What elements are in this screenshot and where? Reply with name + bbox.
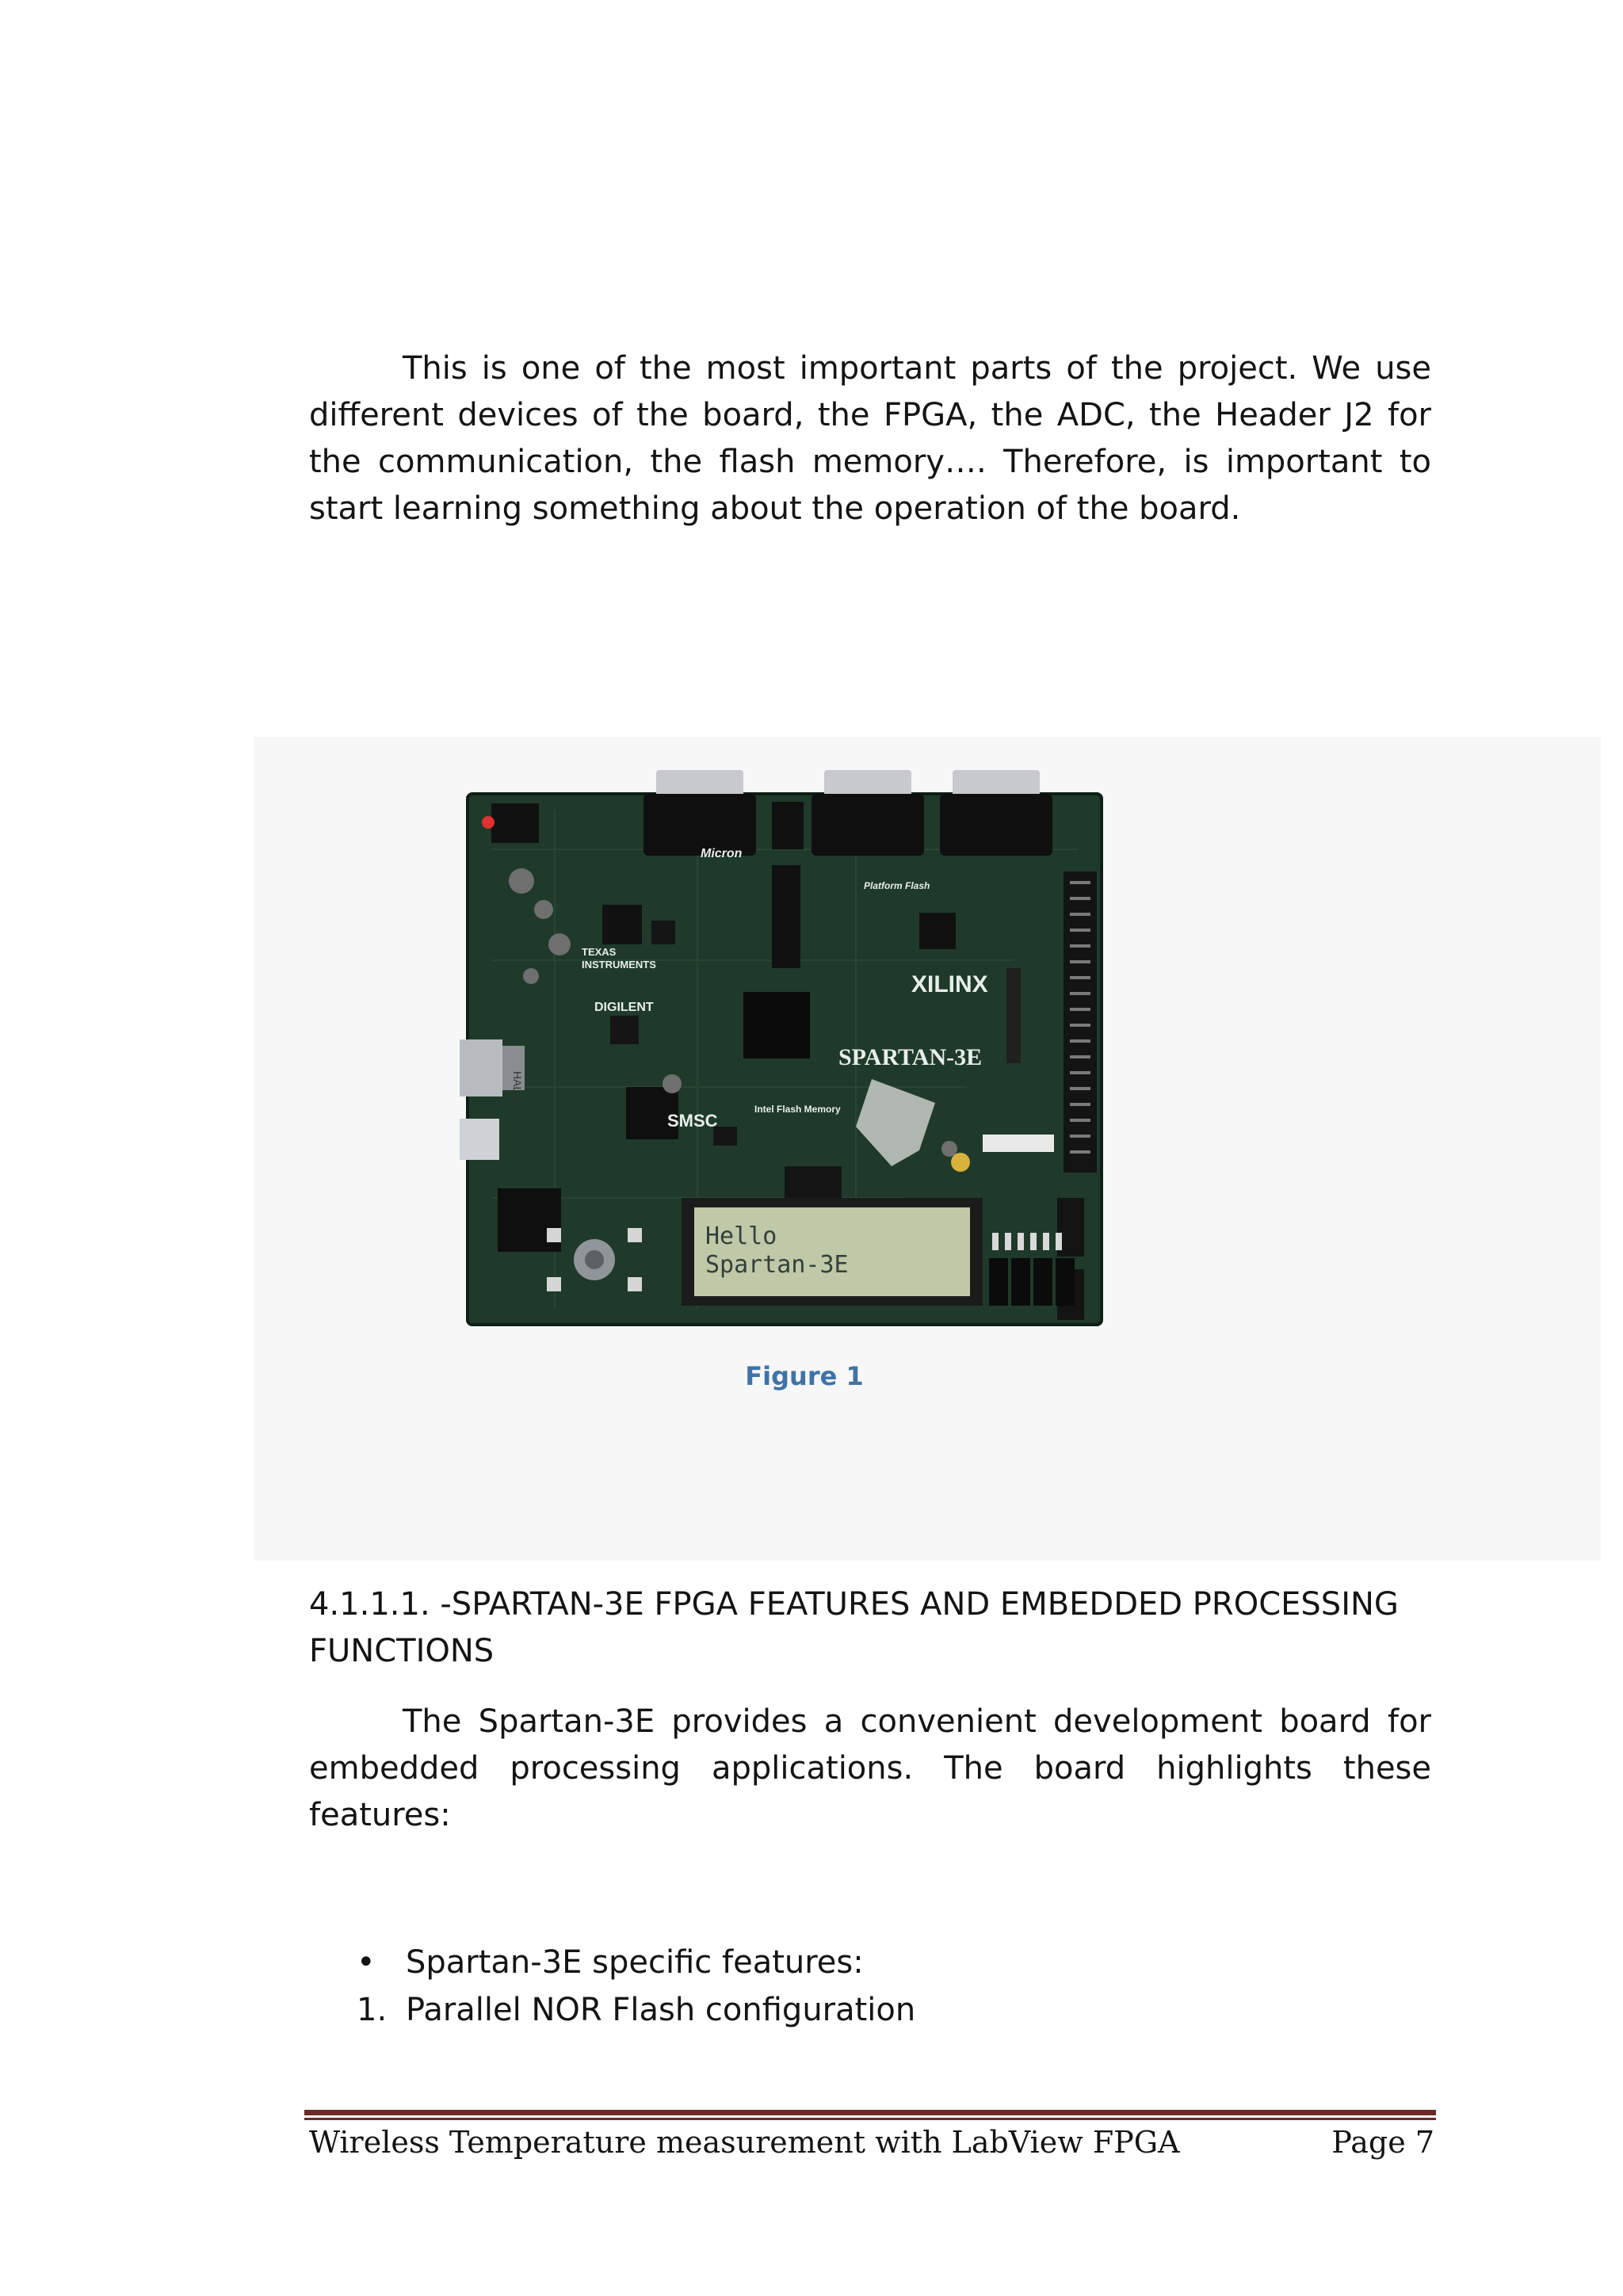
svg-text:INSTRUMENTS: INSTRUMENTS	[582, 959, 656, 971]
ethernet-port	[460, 1039, 502, 1097]
micron-chip	[772, 865, 800, 968]
intel-flash-chip	[785, 1166, 842, 1201]
figure	[460, 754, 1109, 1333]
svg-text:Hello: Hello	[705, 1222, 777, 1250]
page-number: Page 7	[1331, 2125, 1434, 2160]
list-item	[357, 1987, 915, 2033]
svg-text:HALO: HALO	[511, 1071, 524, 1102]
footer-title: Wireless Temperature measurement with LabView FPGA	[309, 2125, 1180, 2160]
bullet-marker: •	[357, 1944, 376, 1981]
intro-paragraph: This is one of the most important parts of the project. We use different devices of the board, the FPGA, the ADC, the Header J2 for the communication, the flash memory…. Therefore, is important to start learning something about the operation of the board.	[309, 350, 1431, 527]
svg-text:Intel Flash Memory: Intel Flash Memory	[754, 1104, 841, 1115]
fpga-chip	[743, 992, 810, 1058]
svg-text:TEXAS: TEXAS	[582, 946, 617, 958]
list-item-text: Parallel NOR Flash configuration	[406, 1992, 916, 2028]
footer-rule	[304, 2110, 1436, 2115]
expansion-header	[1064, 871, 1097, 1173]
usb-port	[460, 1119, 499, 1160]
lcd-display	[682, 1198, 983, 1306]
serial-connectors	[643, 770, 1052, 856]
svg-text:Micron: Micron	[701, 847, 743, 860]
features-paragraph: The Spartan-3E provides a convenient development board for embedded processing applications. The board highlights these features:	[309, 1703, 1431, 1833]
power-led	[482, 816, 495, 829]
svg-text:Platform Flash: Platform Flash	[864, 880, 930, 891]
footer-rule-thin	[304, 2118, 1436, 2120]
list-item	[357, 1939, 864, 1985]
section-heading: 4.1.1.1. -SPARTAN-3E FPGA FEATURES AND EMBEDDED PROCESSING FUNCTIONS	[309, 1586, 1399, 1669]
list-item-text: Spartan-3E specific features:	[406, 1944, 864, 1981]
figure-caption: Figure 1	[745, 1361, 864, 1391]
svg-text:SMSC: SMSC	[667, 1111, 718, 1131]
number-marker: 1.	[357, 1992, 388, 2028]
fpga-board-photo	[460, 754, 1109, 1333]
svg-text:DIGILENT: DIGILENT	[594, 1001, 654, 1014]
svg-text:XILINX: XILINX	[911, 971, 988, 997]
power-jack	[491, 803, 539, 843]
svg-text:Spartan-3E: Spartan-3E	[705, 1251, 849, 1279]
svg-text:SPARTAN-3E: SPARTAN-3E	[838, 1044, 983, 1070]
